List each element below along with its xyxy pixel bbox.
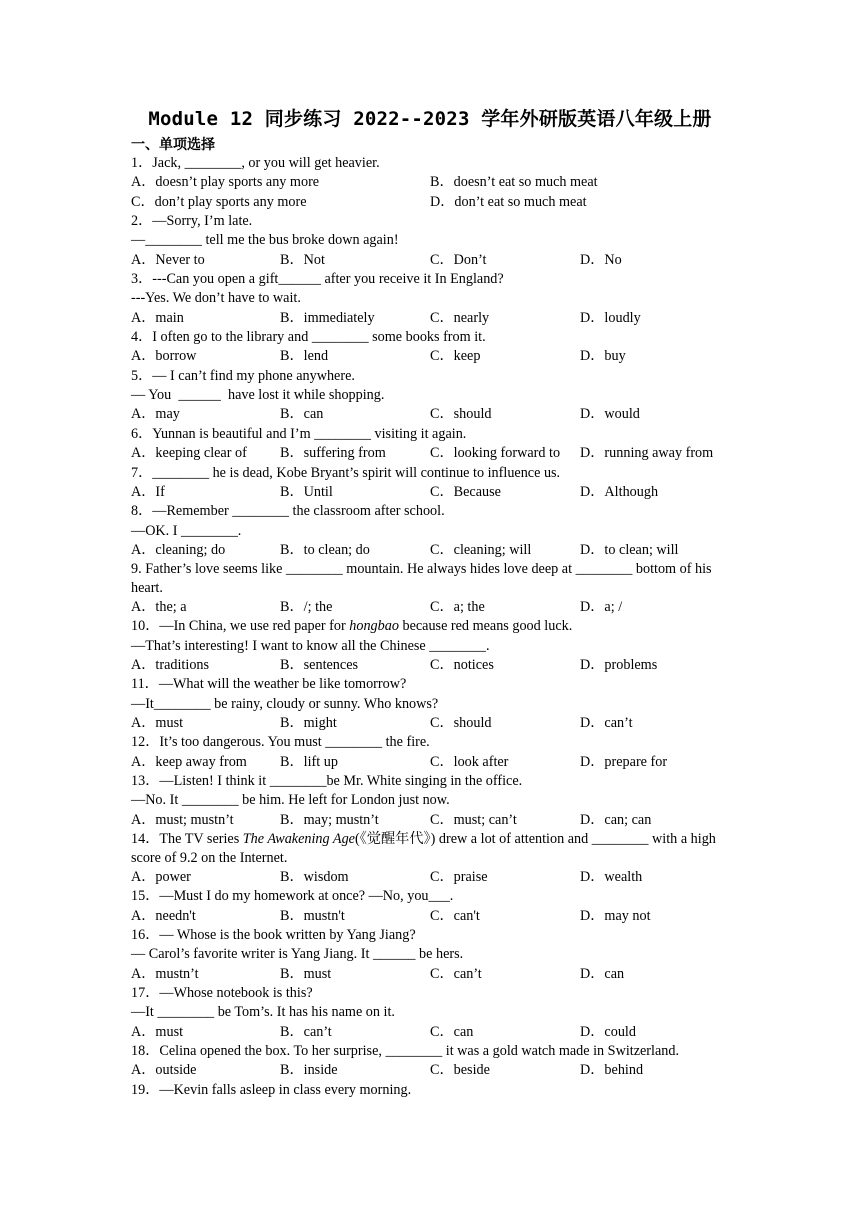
options-row <box>131 907 733 926</box>
question-line: —It ________ be Tom’s. It has his name on it. <box>131 1004 395 1021</box>
answer-option: B．can’t <box>280 1023 332 1040</box>
question-stem: 10．—In China, we use red paper for hongbao because red means good luck. <box>131 618 573 635</box>
answer-option: B．suffering from <box>280 445 386 462</box>
question-item <box>131 830 733 887</box>
answer-option: A．the; a <box>131 599 187 616</box>
answer-option: A．main <box>131 309 184 326</box>
answer-option: C．Because <box>430 483 501 500</box>
answer-option: A．needn't <box>131 907 196 924</box>
question-line: 18．Celina opened the box. To her surprise, ________ it was a gold watch made in Switzerland. <box>131 1043 679 1060</box>
answer-option: D．loudly <box>580 309 641 326</box>
question-item <box>131 502 733 560</box>
options-row <box>131 251 733 270</box>
answer-option: C．cleaning; will <box>430 541 532 558</box>
answer-option: B．immediately <box>280 309 375 326</box>
answer-option: D．a; / <box>580 599 623 616</box>
question-line: —OK. I ________. <box>131 522 242 539</box>
question-line: 19．—Kevin falls asleep in class every morning. <box>131 1081 412 1098</box>
options-row <box>131 173 733 192</box>
answer-option: D．behind <box>580 1062 644 1079</box>
answer-option: B．inside <box>280 1062 338 1079</box>
answer-option: A．must; mustn’t <box>131 811 234 828</box>
options-row <box>131 483 733 502</box>
answer-option: B．might <box>280 715 337 732</box>
answer-option: C．Don’t <box>430 251 487 268</box>
options-row <box>131 656 733 675</box>
answer-option: C．should <box>430 406 492 423</box>
options-row <box>131 405 733 424</box>
answer-option: B．Not <box>280 251 325 268</box>
question-item <box>131 212 733 270</box>
options-row <box>131 444 733 463</box>
answer-option: C．looking forward to <box>430 445 561 462</box>
question-line: — You ______ have lost it while shopping. <box>131 387 385 404</box>
answer-option: D．can <box>580 965 625 982</box>
options-row <box>131 868 733 887</box>
answer-option: A．mustn’t <box>131 965 199 982</box>
question-line: 16．— Whose is the book written by Yang Jiang? <box>131 927 416 943</box>
question-item <box>131 328 733 367</box>
question-line: 1．Jack, ________, or you will get heavier. <box>131 155 380 171</box>
question-line: 11．—What will the weather be like tomorrow? <box>131 676 407 693</box>
question-line: — Carol’s favorite writer is Yang Jiang. It ______ be hers. <box>131 946 464 963</box>
section-heading: 一、单项选择 <box>131 137 215 153</box>
answer-option: C．can <box>430 1023 474 1040</box>
options-row <box>131 193 733 212</box>
answer-option: C．a; the <box>430 599 485 616</box>
question-line: —No. It ________ be him. He left for London just now. <box>131 792 450 809</box>
answer-option: D．wealth <box>580 868 643 885</box>
answer-option: B．wisdom <box>280 868 349 885</box>
answer-option: A．Never to <box>131 251 205 268</box>
question-item <box>131 926 733 984</box>
question-item <box>131 887 733 926</box>
document-title: Module 12 同步练习 2022--2023 学年外研版英语八年级上册 <box>148 108 712 130</box>
answer-option: C．beside <box>430 1062 490 1079</box>
answer-option: D．may not <box>580 907 651 924</box>
options-row <box>131 714 733 733</box>
answer-option: C．can’t <box>430 965 482 982</box>
question-line: 13．—Listen! I think it ________be Mr. White singing in the office. <box>131 773 523 790</box>
italic-term: hongbao <box>349 618 399 635</box>
answer-option: D．problems <box>580 657 658 674</box>
question-line: 8．—Remember ________ the classroom after school. <box>131 503 445 520</box>
answer-option: B．sentences <box>280 657 359 674</box>
answer-option: B．can <box>280 406 324 423</box>
answer-option: A．may <box>131 406 180 423</box>
options-row <box>131 753 733 772</box>
question-line: ---Yes. We don’t have to wait. <box>131 290 301 307</box>
question-line: 5．— I can’t find my phone anywhere. <box>131 367 355 384</box>
question-item <box>131 154 733 212</box>
answer-option: C．praise <box>430 868 488 885</box>
question-line: 12．It’s too dangerous. You must ________ the fire. <box>131 734 430 751</box>
question-item <box>131 617 733 675</box>
answer-option: B．doesn’t eat so much meat <box>430 174 598 191</box>
answer-option: D．can’t <box>580 715 633 732</box>
options-row <box>131 541 733 560</box>
answer-option: B．/; the <box>280 599 333 616</box>
answer-option: C．must; can’t <box>430 811 517 828</box>
options-row <box>131 811 733 830</box>
question-item <box>131 464 733 503</box>
answer-option: D．No <box>580 251 622 268</box>
answer-option: B．may; mustn’t <box>280 811 379 828</box>
question-item <box>131 1081 733 1100</box>
answer-option: A．cleaning; do <box>131 541 226 558</box>
options-row <box>131 965 733 984</box>
question-item <box>131 675 733 733</box>
options-row <box>131 347 733 366</box>
question-item <box>131 1042 733 1081</box>
question-line: —________ tell me the bus broke down again! <box>131 232 399 249</box>
answer-option: A．doesn’t play sports any more <box>131 174 320 191</box>
question-item <box>131 560 733 617</box>
answer-option: B．lift up <box>280 753 338 770</box>
question-line: 4．I often go to the library and ________ some books from it. <box>131 329 486 346</box>
answer-option: D．could <box>580 1023 636 1040</box>
answer-option: A．keeping clear of <box>131 445 247 462</box>
question-line: 7．________ he is dead, Kobe Bryant’s spirit will continue to influence us. <box>131 464 561 481</box>
answer-option: D．can; can <box>580 811 652 828</box>
options-row <box>131 309 733 328</box>
answer-option: A．borrow <box>131 348 197 365</box>
question-line: 6．Yunnan is beautiful and I’m ________ visiting it again. <box>131 425 467 442</box>
question-line: 2．—Sorry, I’m late. <box>131 213 253 230</box>
answer-option: C．nearly <box>430 309 490 326</box>
question-item <box>131 733 733 772</box>
answer-option: B．Until <box>280 483 333 500</box>
options-row <box>131 1061 733 1080</box>
question-item <box>131 984 733 1042</box>
answer-option: D．Although <box>580 483 659 500</box>
answer-option: D．buy <box>580 348 626 365</box>
question-line: —That’s interesting! I want to know all the Chinese ________. <box>131 637 490 654</box>
question-list <box>131 154 733 1100</box>
question-item <box>131 367 733 425</box>
question-line: 3．---Can you open a gift______ after you receive it In England? <box>131 271 504 288</box>
options-row <box>131 598 733 617</box>
answer-option: C．don’t play sports any more <box>131 193 307 210</box>
answer-option: D．running away from <box>580 445 714 462</box>
question-item <box>131 425 733 464</box>
answer-option: C．keep <box>430 348 481 365</box>
answer-option: A．If <box>131 483 165 500</box>
question-line: 15．—Must I do my homework at once? —No, you___. <box>131 888 454 905</box>
question-stem: 14．The TV series The Awakening Age(《觉醒年代》) drew a lot of attention and ________ with a high score of 9.2 on the Internet. <box>131 831 716 866</box>
answer-option: C．notices <box>430 657 494 674</box>
question-item <box>131 270 733 328</box>
question-item <box>131 772 733 830</box>
answer-option: A．keep away from <box>131 753 247 770</box>
answer-option: C．look after <box>430 753 509 770</box>
answer-option: C．can't <box>430 907 480 924</box>
answer-option: B．lend <box>280 348 329 365</box>
answer-option: A．must <box>131 1023 184 1040</box>
answer-option: C．should <box>430 715 492 732</box>
answer-option: D．would <box>580 406 640 423</box>
italic-title: The Awakening Age <box>242 831 355 848</box>
answer-option: D．to clean; will <box>580 541 679 558</box>
question-line: 17．—Whose notebook is this? <box>131 985 313 1002</box>
answer-option: A．traditions <box>131 657 210 674</box>
answer-option: B．mustn't <box>280 907 345 924</box>
answer-option: B．must <box>280 965 332 982</box>
answer-option: A．power <box>131 868 191 885</box>
answer-option: D．don’t eat so much meat <box>430 193 587 210</box>
answer-option: A．outside <box>131 1062 197 1079</box>
answer-option: D．prepare for <box>580 753 668 770</box>
options-row <box>131 1023 733 1042</box>
answer-option: B．to clean; do <box>280 541 370 558</box>
answer-option: A．must <box>131 715 184 732</box>
question-line: —It________ be rainy, cloudy or sunny. Who knows? <box>131 695 439 712</box>
question-stem: 9. Father’s love seems like ________ mountain. He always hides love deep at ________ bottom of his heart. <box>131 561 712 596</box>
